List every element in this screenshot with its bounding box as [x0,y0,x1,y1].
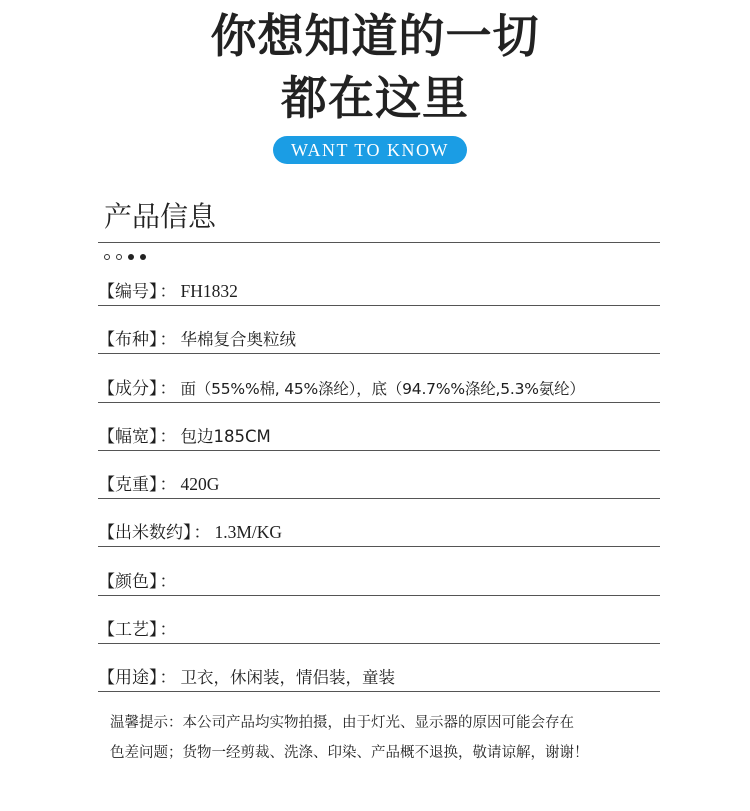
spec-label: 【颜色】 [98,572,158,592]
notice-line-1: 温馨提示：本公司产品均实物拍摄，由于灯光、显示器的原因可能会存在 [110,715,574,731]
spec-colon: ： [159,668,177,688]
spec-label: 【幅宽】 [98,427,158,447]
spec-value: 华棉复合奥粒绒 [180,330,296,349]
spec-label: 【用途】 [98,668,158,688]
spec-value: 1.3M/KG [214,522,283,542]
spec-label: 【布种】 [98,330,158,350]
spec-label: 【克重】 [98,475,158,495]
spec-colon: ： [159,282,177,302]
section-title: 产品信息 [104,200,217,233]
spec-row-weight [98,450,660,499]
spec-label: 【工艺】 [98,620,158,640]
spec-row-fabric [98,305,660,354]
spec-colon: ： [159,620,177,640]
spec-label: 【出米数约】 [98,523,192,543]
spec-colon: ： [159,572,177,592]
section-title-divider [98,242,660,243]
spec-colon: ： [159,379,177,399]
spec-value: 包边185CM [180,427,271,446]
spec-row-usage [98,643,660,692]
spec-colon: ： [159,427,177,447]
spec-value: 卫衣，休闲装，情侣装，童装 [180,668,395,687]
spec-row-number [98,257,660,306]
spec-label: 【成分】 [98,379,158,399]
headline-line-1: 你想知道的一切 [210,9,540,63]
spec-row-width [98,402,660,451]
headline-line-2: 都在这里 [281,71,469,125]
spec-value: 420G [180,474,220,494]
spec-row-composition [98,354,660,403]
spec-colon: ： [159,330,177,350]
spec-colon: ： [159,475,177,495]
spec-colon: ： [193,523,211,543]
spec-value: FH1832 [180,281,238,301]
row-divider [98,691,660,692]
spec-row-yield [98,498,660,547]
want-to-know-badge: WANT TO KNOW [273,136,467,164]
spec-row-color [98,547,660,596]
spec-label: 【编号】 [98,282,158,302]
notice-line-2: 色差问题；货物一经剪裁、洗涤、印染、产品概不退换，敬请谅解，谢谢！ [110,745,589,761]
spec-row-craft [98,595,660,644]
spec-value: 面（55%%棉, 45%涤纶），底（94.7%%涤纶,5.3%氨纶） [180,380,585,398]
